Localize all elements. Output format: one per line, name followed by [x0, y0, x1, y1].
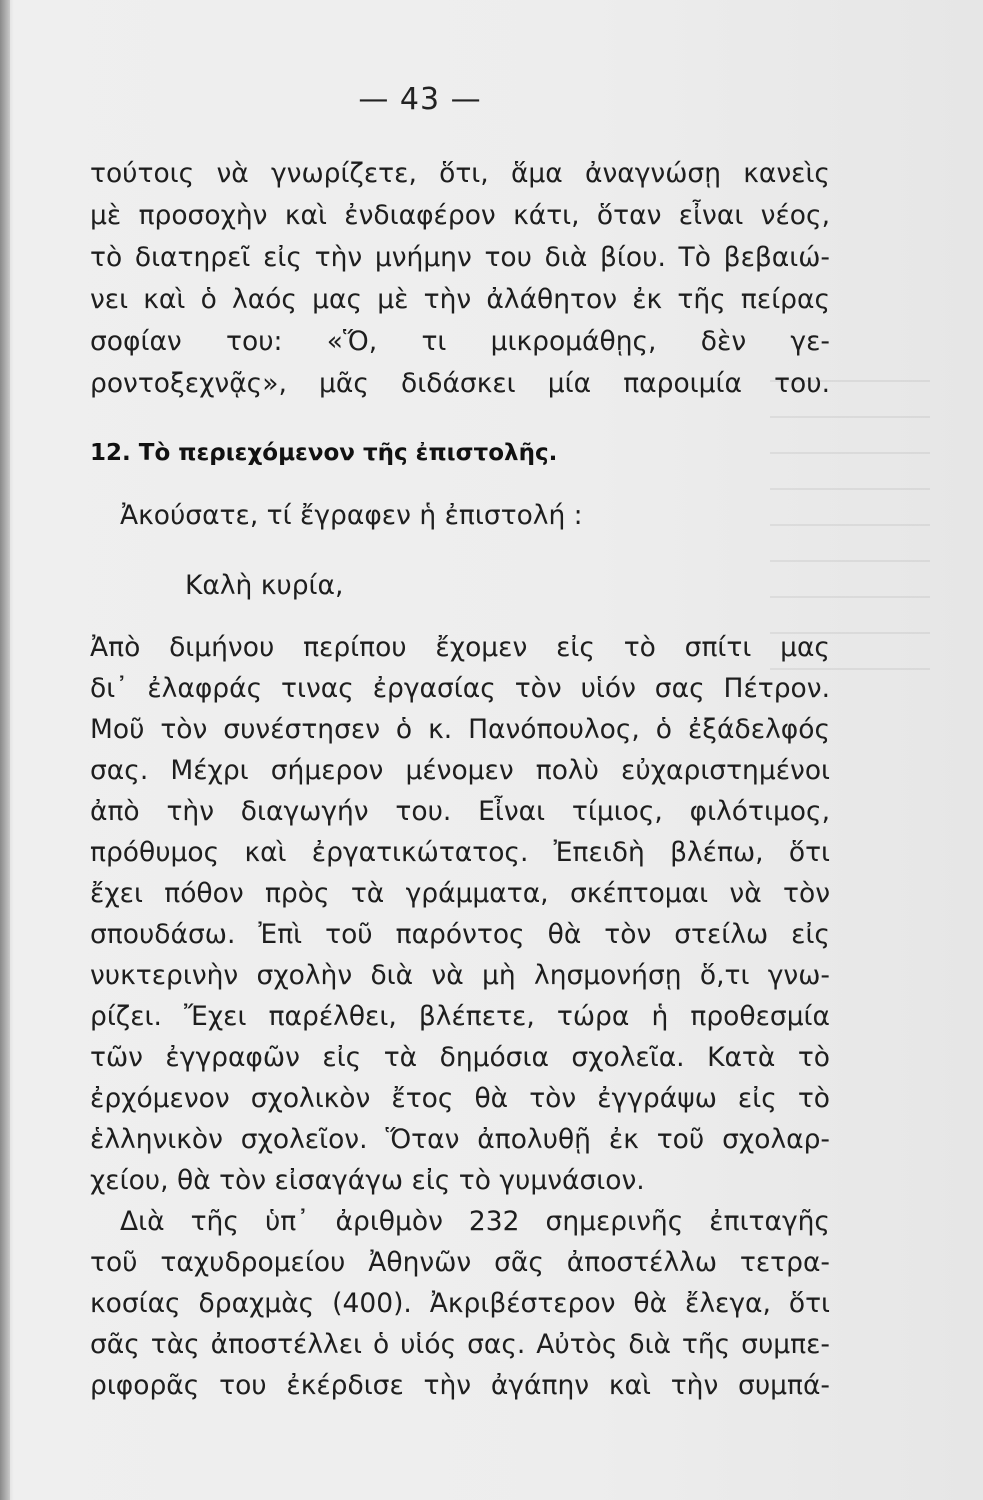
text-line: τῶν ἐγγραφῶν εἰς τὰ δημόσια σχολεῖα. Κατὰ τὸ	[90, 1042, 830, 1073]
bleed-through	[770, 370, 930, 670]
text-line: σπουδάσω. Ἐπὶ τοῦ παρόντος θὰ τὸν στείλω εἰς	[90, 919, 830, 950]
text-line: ἐρχόμενον σχολικὸν ἔτος θὰ τὸν ἐγγράψω εἰς τὸ	[90, 1083, 830, 1114]
text-line: χείου, θὰ τὸν εἰσαγάγω εἰς τὸ γυμνάσιον.	[90, 1165, 645, 1196]
text-line: κοσίας δραχμὰς (400). Ἀκριβέστερον θὰ ἔλεγα, ὅτι	[90, 1288, 830, 1319]
text-line: νει καὶ ὁ λαός μας μὲ τὴν ἀλάθητον ἐκ τῆς πείρας	[90, 284, 830, 315]
text-line: δι᾽ ἐλαφράς τινας ἐργασίας τὸν υἱόν σας Πέτρον.	[90, 673, 830, 704]
text-line: τὸ διατηρεῖ εἰς τὴν μνήμην του διὰ βίου. Τὸ βεβαιώ-	[90, 242, 830, 273]
text-line: Διὰ τῆς ὑπ᾽ ἀριθμὸν 232 σημερινῆς ἐπιταγῆς	[120, 1206, 830, 1237]
text-line: ρίζει. Ἔχει παρέλθει, βλέπετε, τώρα ἡ προθεσμία	[90, 1001, 830, 1032]
text-line: μὲ προσοχὴν καὶ ἐνδιαφέρον κάτι, ὅταν εἶναι νέος,	[90, 200, 830, 231]
section-heading: 12. Τὸ περιεχόμενον τῆς ἐπιστολῆς.	[90, 440, 558, 466]
text-line: Ἀπὸ διμήνου περίπου ἔχομεν εἰς τὸ σπίτι μας	[90, 632, 830, 663]
text-line: Μοῦ τὸν συνέστησεν ὁ κ. Πανόπουλος, ὁ ἐξάδελφός	[90, 714, 830, 745]
page-spine-shadow	[0, 0, 10, 1500]
page-number: — 43 —	[358, 82, 482, 117]
text-line: τοῦ ταχυδρομείου Ἀθηνῶν σᾶς ἀποστέλλω τετρα-	[90, 1247, 830, 1278]
text-line: σᾶς τὰς ἀποστέλλει ὁ υἱός σας. Αὐτὸς διὰ τῆς συμπε-	[90, 1329, 830, 1360]
letter-salutation: Καλὴ κυρία,	[185, 570, 344, 601]
text-line: σας. Μέχρι σήμερον μένομεν πολὺ εὐχαριστημένοι	[90, 755, 830, 786]
text-line: ἀπὸ τὴν διαγωγήν του. Εἶναι τίμιος, φιλότιμος,	[90, 796, 830, 827]
text-line: νυκτερινὴν σχολὴν διὰ νὰ μὴ λησμονήσῃ ὅ,τι γνω-	[90, 960, 830, 991]
intro-line: Ἀκούσατε, τί ἔγραφεν ἡ ἐπιστολή :	[120, 500, 583, 531]
text-line: τούτοις νὰ γνωρίζετε, ὅτι, ἅμα ἀναγνώσῃ κανεὶς	[90, 158, 830, 189]
text-line: ἔχει πόθον πρὸς τὰ γράμματα, σκέπτομαι νὰ τὸν	[90, 878, 830, 909]
text-line: πρόθυμος καὶ ἐργατικώτατος. Ἐπειδὴ βλέπω, ὅτι	[90, 837, 830, 868]
text-line: σοφίαν του: «Ὅ, τι μικρομάθῃς, δὲν γε-	[90, 326, 830, 357]
text-line: ροντοξεχνᾷς», μᾶς διδάσκει μία παροιμία του.	[90, 368, 830, 399]
text-line: ἑλληνικὸν σχολεῖον. Ὅταν ἀπολυθῇ ἐκ τοῦ σχολαρ-	[90, 1124, 830, 1155]
text-line: ριφορᾶς του ἐκέρδισε τὴν ἀγάπην καὶ τὴν συμπά-	[90, 1370, 830, 1401]
